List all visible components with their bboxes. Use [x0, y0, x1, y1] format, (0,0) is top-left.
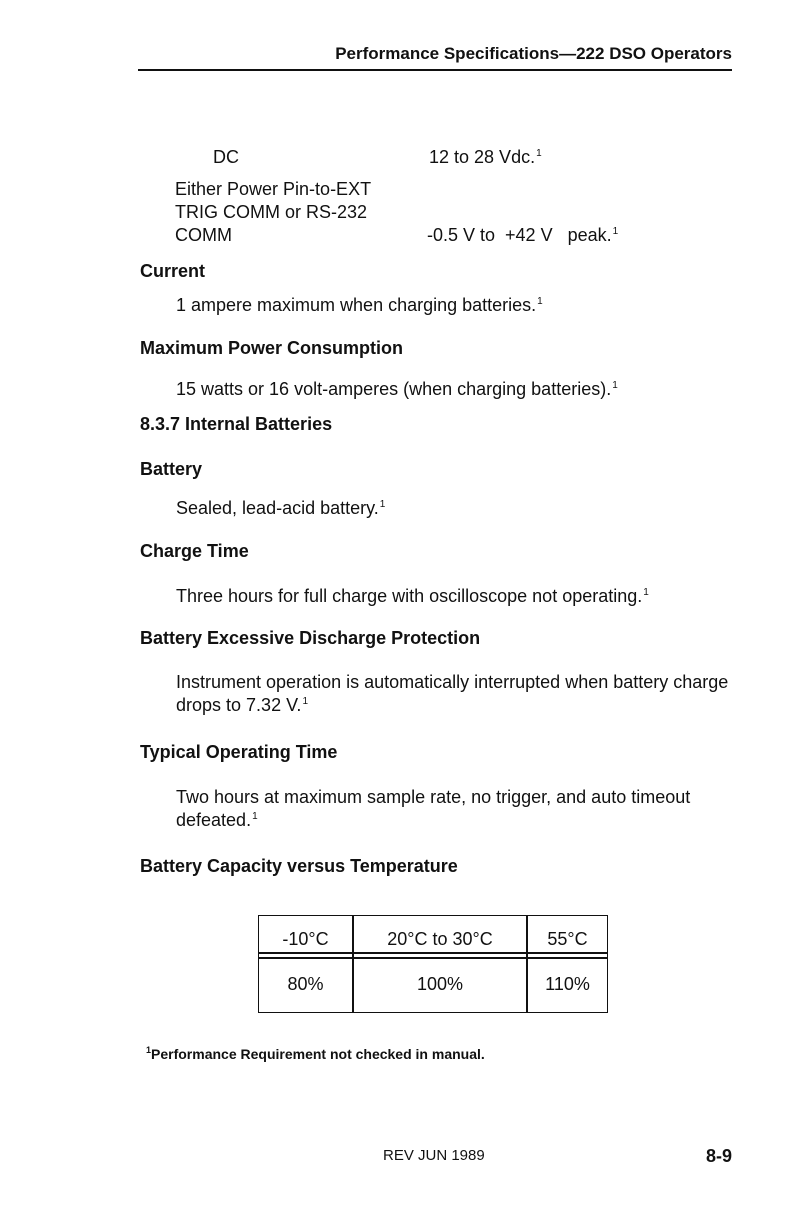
footnote-ref: 1: [612, 226, 619, 237]
battery-text: [176, 497, 385, 520]
current-text: [176, 294, 543, 317]
operating-time-text-body: Two hours at maximum sample rate, no trigger, and auto timeout defeated.: [176, 787, 691, 830]
page-header-title: Performance Specifications—222 DSO Operators: [335, 44, 732, 63]
footnote-text: Performance Requirement not checked in manual.: [151, 1046, 485, 1062]
either-power-label: [175, 178, 371, 247]
current-text-body: 1 ampere maximum when charging batteries.: [176, 295, 537, 315]
header-rule: [138, 69, 732, 71]
footnote-ref: 1: [612, 380, 618, 391]
revision-date: REV JUN 1989: [383, 1147, 485, 1164]
either-power-line-1: Either Power Pin-to-EXT: [175, 179, 372, 199]
discharge-text: [176, 671, 738, 717]
max-power-text: [176, 378, 618, 401]
either-power-value: [427, 224, 618, 247]
capacity-heading: Battery Capacity versus Temperature: [140, 856, 458, 876]
capacity-table: [258, 915, 608, 1013]
battery-text-body: Sealed, lead-acid battery.: [176, 498, 379, 518]
battery-heading: Battery: [140, 459, 203, 479]
footnote-ref: 1: [302, 696, 308, 707]
max-power-text-body: 15 watts or 16 volt-amperes (when charging batteries).: [176, 379, 612, 399]
page-number: 8-9: [705, 1146, 732, 1166]
charge-time-text: [176, 585, 649, 608]
dc-label: DC: [213, 147, 239, 167]
footnote: [145, 1046, 485, 1062]
table-header-cell: 20°C to 30°C: [387, 929, 493, 949]
table-divider: [259, 952, 607, 954]
charge-time-heading: Charge Time: [140, 541, 249, 561]
operating-time-text: [176, 786, 738, 832]
charge-time-text-body: Three hours for full charge with oscilloscope not operating.: [176, 586, 643, 606]
section-heading: 8.3.7 Internal Batteries: [140, 414, 333, 434]
footnote-ref: 1: [379, 499, 386, 510]
table-value-cell: 110%: [545, 974, 590, 994]
either-power-value-text: -0.5 V to +42 V peak.: [427, 225, 612, 245]
footnote-mark: 1: [146, 1045, 152, 1056]
dc-value-text: 12 to 28 Vdc.: [429, 147, 536, 167]
operating-time-heading: Typical Operating Time: [140, 742, 338, 762]
either-power-line-3: COMM: [175, 225, 232, 245]
current-heading: Current: [140, 261, 206, 281]
footnote-ref: 1: [536, 148, 542, 159]
table-header-cell: -10°C: [282, 929, 329, 949]
max-power-heading: Maximum Power Consumption: [140, 338, 404, 358]
discharge-heading: Battery Excessive Discharge Protection: [140, 628, 481, 648]
footnote-ref: 1: [252, 811, 258, 822]
table-divider: [259, 957, 607, 959]
either-power-line-2: TRIG COMM or RS-232: [175, 202, 368, 222]
footnote-ref: 1: [643, 587, 649, 598]
table-header-cell: 55°C: [547, 929, 588, 949]
table-value-cell: 80%: [287, 974, 324, 994]
footnote-ref: 1: [537, 296, 543, 307]
table-value-cell: 100%: [416, 974, 464, 994]
discharge-text-body: Instrument operation is automatically interrupted when battery charge drops to 7.32 V.: [176, 672, 729, 715]
dc-value: [429, 146, 542, 169]
